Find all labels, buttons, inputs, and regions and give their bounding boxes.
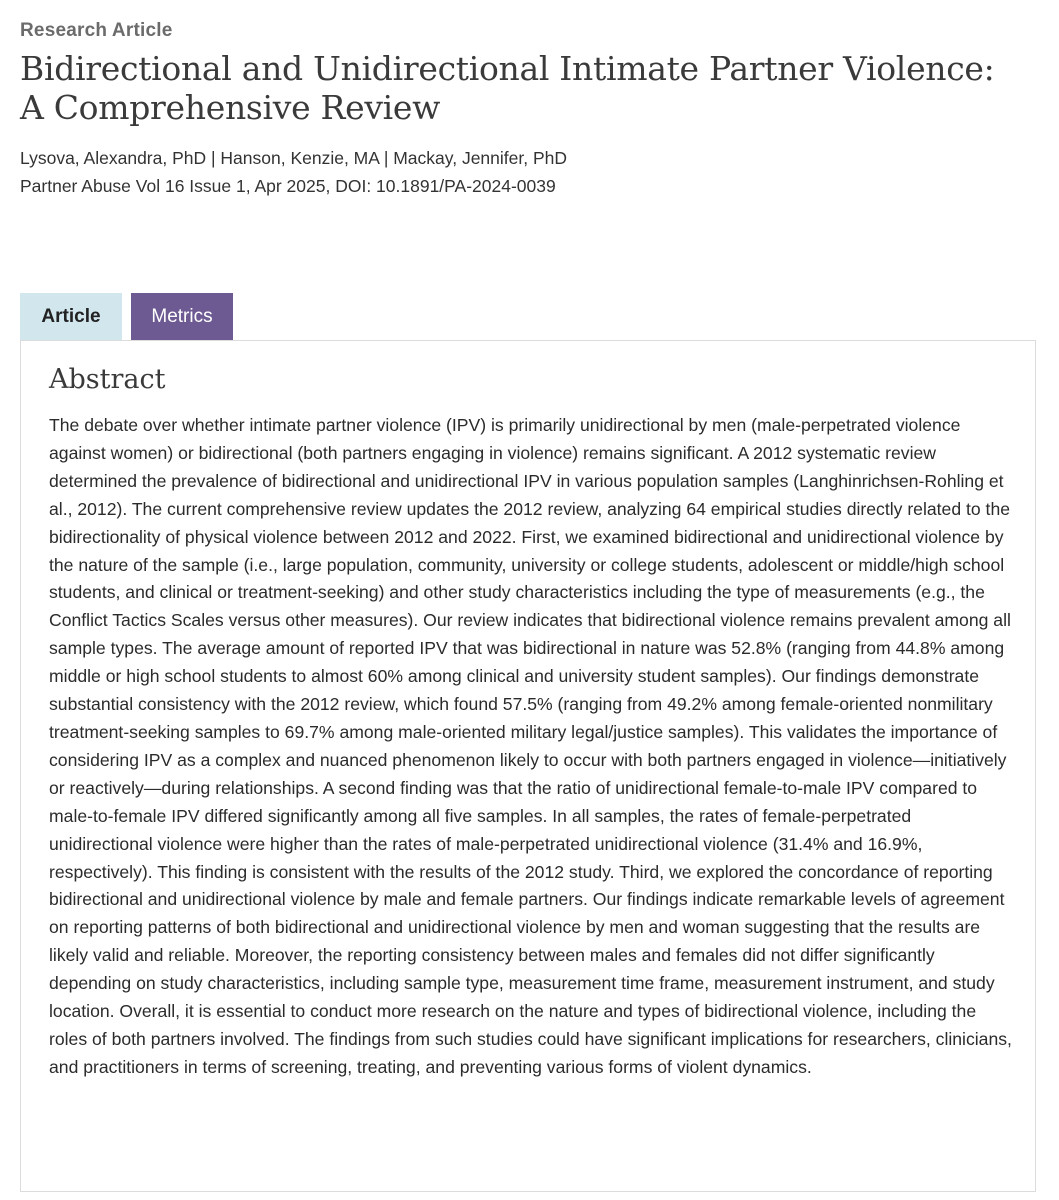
tab-metrics[interactable]: Metrics: [131, 293, 233, 340]
abstract-text: The debate over whether intimate partner violence (IPV) is primarily unidirectional by men (male-perpetrated violence against women) or bidirectional (both partners engaging in violence) remains significant. A 2012 systematic review determined the prevalence of bidirectional and unidirectional IPV in various population samples (Langhinrichsen-Rohling et al., 2012). The current comprehensive review updates the 2012 review, analyzing 64 empirical studies directly related to the bidirectionality of physical violence between 2012 and 2022. First, we examined bidirectional and unidirectional violence by the nature of the sample (i.e., large population, community, university or college students, adolescent or middle/high school students, and clinical or treatment-seeking) and other study characteristics including the type of measurements (e.g., the Conflict Tactics Scales versus other measures). Our review indicates that bidirectional violence remains prevalent among all sample types. The average amount of reported IPV that was bidirectional in nature was 52.8% (ranging from 44.8% among middle or high school students to almost 60% among clinical and university student samples). Our findings demonstrate substantial consistency with the 2012 review, which found 57.5% (ranging from 49.2% among female-oriented nonmilitary treatment-seeking samples to 69.7% among male-oriented military legal/justice samples). This validates the importance of considering IPV as a complex and nuanced phenomenon likely to occur with both partners engaged in violence—initiatively or reactively—during relationships. A second finding was that the ratio of unidirectional female-to-male IPV compared to male-to-female IPV differed significantly among all five samples. In all samples, the rates of female-perpetrated unidirectional violence were higher than the rates of male-perpetrated unidirectional violence (31.4% and 16.9%, respectively). This finding is consistent with the results of the 2012 study. Third, we explored the concordance of reporting bidirectional and unidirectional violence by male and female partners. Our findings indicate remarkable levels of agreement on reporting patterns of both bidirectional and unidirectional violence by men and woman suggesting that the results are likely valid and reliable. Moreover, the reporting consistency between males and females did not differ significantly depending on study characteristics, including sample type, measurement time frame, measurement instrument, and study location. Overall, it is essential to conduct more research on the nature and types of bidirectional violence, including the roles of both partners involved. The findings from such studies could have significant implications for researchers, clinicians, and practitioners in terms of screening, treating, and preventing various forms of violent dynamics.: [49, 415, 1012, 1077]
citation-line: Partner Abuse Vol 16 Issue 1, Apr 2025, DOI: 10.1891/PA-2024-0039: [20, 176, 556, 196]
article-title-line-2: A Comprehensive Review: [20, 88, 441, 127]
abstract-heading: Abstract: [49, 364, 166, 395]
author-list: Lysova, Alexandra, PhD | Hanson, Kenzie, MA | Mackay, Jennifer, PhD: [20, 148, 568, 168]
article-content-panel: [20, 340, 1036, 1192]
tab-bar: [20, 293, 233, 340]
article-title-line-1: Bidirectional and Unidirectional Intimate Partner Violence:: [20, 49, 995, 88]
tab-article[interactable]: Article: [20, 293, 122, 340]
article-type-label: Research Article: [20, 20, 173, 41]
article-title: [20, 49, 1050, 127]
